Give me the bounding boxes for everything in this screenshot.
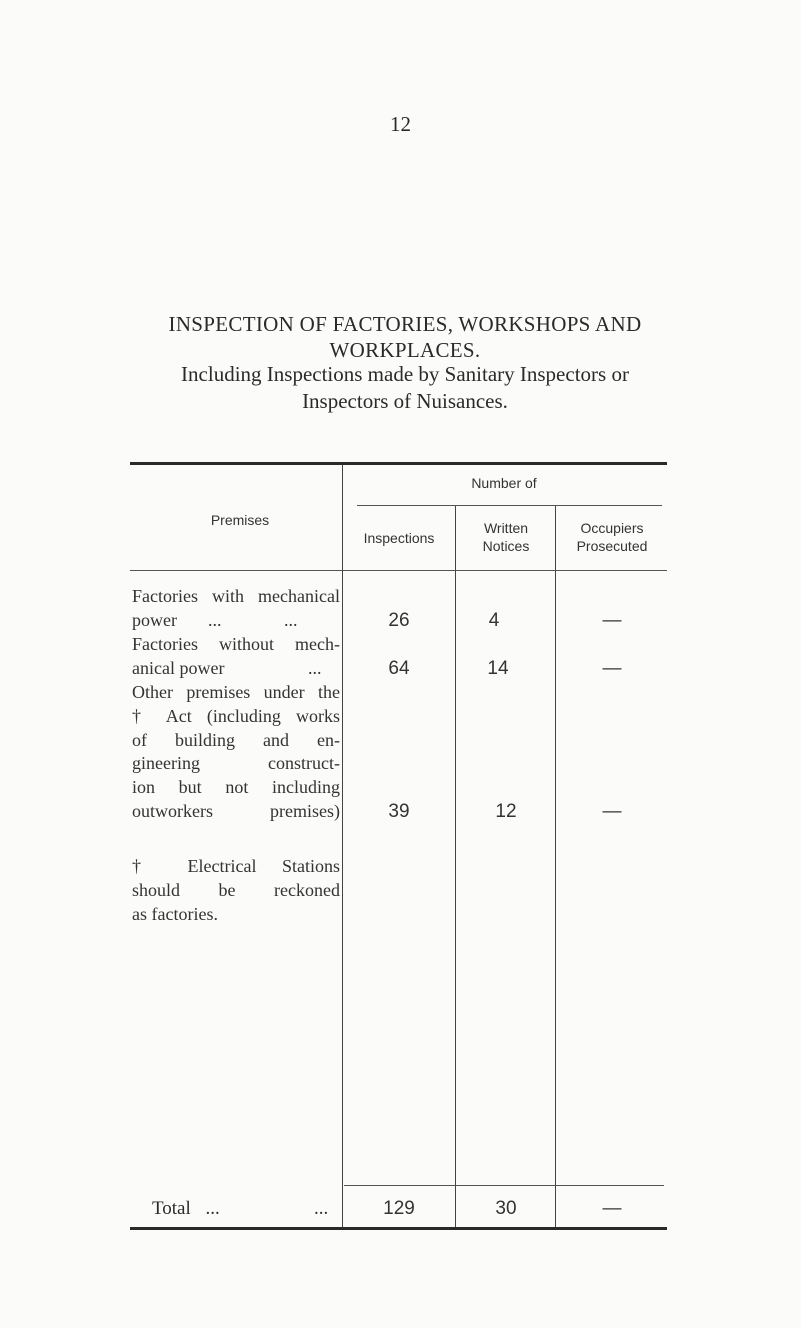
row-2-inspections: 64 — [388, 658, 410, 679]
page-subtitle — [60, 361, 750, 415]
notices-column-divider — [555, 506, 556, 1227]
row-2-prosecuted: — — [602, 658, 622, 679]
row-1-line-1: Factories with mechanical — [132, 586, 340, 606]
premises-column-divider — [342, 465, 343, 1227]
row-3-line-4: gineering construct- — [132, 753, 340, 774]
total-label — [152, 1198, 342, 1220]
written-notices-header: Written Notices — [482, 520, 530, 554]
subheader-rule — [357, 505, 662, 506]
total-text: Total — [152, 1198, 191, 1219]
row-label-other-premises — [132, 681, 340, 824]
inspections-header: Inspections — [363, 530, 435, 546]
row-1-line-2: power ... ... — [132, 609, 298, 630]
premises-header: Premises — [210, 512, 270, 528]
row-3-line-2: † Act (including works — [132, 705, 340, 726]
row-2-line-2: anical power ... — [132, 657, 322, 678]
row-3-prosecuted: — — [602, 801, 622, 822]
row-1-prosecuted: — — [602, 610, 622, 631]
table-bottom-rule — [130, 1227, 667, 1230]
row-3-line-3: of building and en- — [132, 729, 340, 750]
total-inspections: 129 — [383, 1198, 415, 1219]
subtitle-line-2: Inspectors of Nuisances. — [302, 389, 508, 413]
footnote-line-2: should be reckoned — [132, 879, 340, 900]
title-line-1: INSPECTION OF FACTORIES, WORKSHOPS AND — [168, 312, 642, 336]
row-label-factories-mechanical — [132, 585, 340, 633]
footnote-electrical-stations — [132, 855, 340, 926]
row-3-line-6: outworkers premises) — [132, 800, 340, 821]
total-top-rule — [344, 1185, 664, 1186]
row-3-inspections: 39 — [388, 801, 410, 822]
row-label-factories-without — [132, 633, 340, 681]
footnote-line-3: as factories. — [132, 903, 218, 924]
total-dots-1: ... — [205, 1198, 220, 1219]
occupiers-prosecuted-header: Occupiers Prosecuted — [576, 520, 648, 554]
page-title — [60, 311, 750, 363]
row-3-line-1: Other premises under the — [132, 682, 340, 702]
total-prosecuted: — — [602, 1198, 622, 1219]
number-of-header: Number of — [471, 475, 537, 491]
total-dots-2: ... — [314, 1198, 329, 1219]
table-top-rule — [130, 462, 667, 465]
row-1-notices: 4 — [488, 610, 500, 631]
title-line-2: WORKPLACES. — [329, 338, 481, 362]
page-number: 12 — [390, 112, 411, 136]
inspections-column-divider — [455, 506, 456, 1227]
total-notices: 30 — [495, 1198, 517, 1219]
row-3-line-5: ion but not including — [132, 777, 340, 798]
footnote-line-1: † Electrical Stations — [132, 856, 340, 876]
row-3-notices: 12 — [495, 801, 517, 822]
row-1-inspections: 26 — [388, 610, 410, 631]
header-bottom-rule — [130, 570, 667, 571]
row-2-line-1: Factories without mech- — [132, 634, 340, 654]
row-2-notices: 14 — [487, 658, 509, 679]
subtitle-line-1: Including Inspections made by Sanitary Inspectors or — [181, 362, 629, 386]
